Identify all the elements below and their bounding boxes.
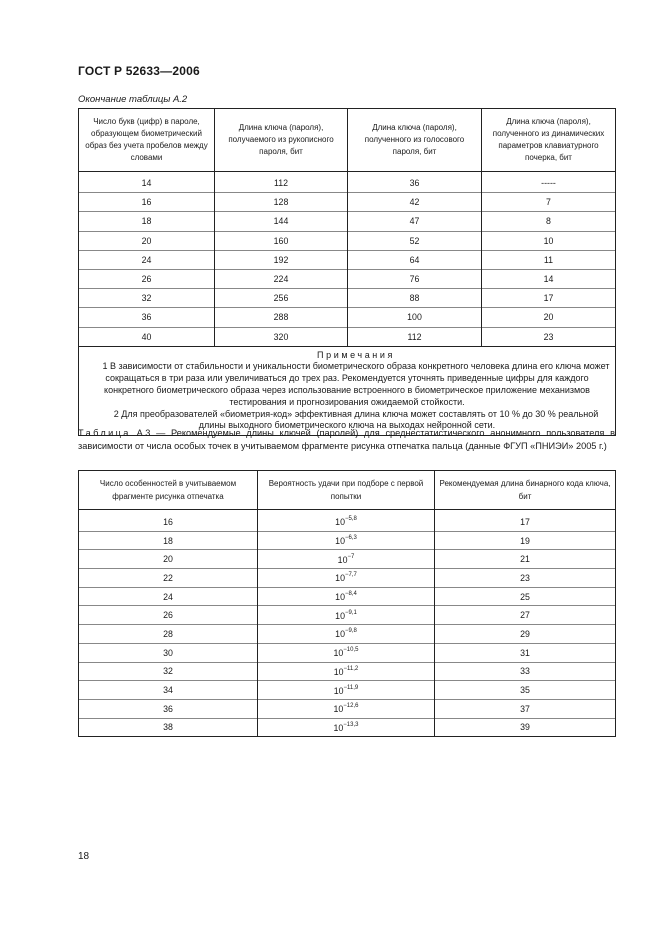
table-cell: 25 (435, 587, 616, 606)
table-cell: 36 (348, 172, 482, 193)
table-cell: 36 (79, 699, 258, 718)
probability-exponent: −10,5 (343, 647, 359, 654)
table-cell: 320 (215, 327, 348, 346)
probability-base: 10 (333, 648, 344, 659)
table-row (79, 289, 616, 308)
table-a2-col-header: Длина ключа (пароля), полученного из голосового пароля, бит (348, 109, 482, 172)
table-a3-caption (78, 427, 615, 452)
table-cell: 17 (435, 510, 616, 532)
probability-cell (258, 510, 435, 532)
probability-cell (258, 718, 435, 737)
table-row (79, 718, 616, 737)
table-cell: 14 (482, 269, 616, 288)
table-cell: 23 (482, 327, 616, 346)
probability-cell (258, 587, 435, 606)
notes-title: Примечания (317, 349, 395, 360)
probability-base: 10 (333, 666, 344, 677)
table-cell: 16 (79, 510, 258, 532)
table-cell: 19 (435, 531, 616, 550)
document-header: ГОСТ Р 52633—2006 (78, 64, 200, 78)
table-cell: 24 (79, 250, 215, 269)
table-a2-caption: Окончание таблицы А.2 (78, 94, 188, 105)
table-cell: 100 (348, 308, 482, 327)
table-row (79, 327, 616, 346)
table-cell: 23 (435, 569, 616, 588)
probability-exponent: −5,8 (344, 516, 357, 523)
probability-base: 10 (333, 704, 344, 715)
table-a2-col-header: Число букв (цифр) в пароле, образующем биометрический образ без учета пробелов между словами (79, 109, 215, 172)
table-a3-label: Таблица (78, 428, 131, 438)
table-cell: 20 (79, 550, 258, 569)
probability-base: 10 (333, 685, 344, 696)
probability-base: 10 (335, 517, 345, 528)
probability-exponent: −7 (347, 553, 355, 560)
table-cell: 27 (435, 606, 616, 625)
table-cell: 24 (79, 587, 258, 606)
table-cell: 8 (482, 212, 616, 231)
table-cell: 14 (79, 172, 215, 193)
table-cell: 20 (79, 231, 215, 250)
probability-exponent: −13,3 (343, 721, 359, 728)
probability-cell (258, 531, 435, 550)
table-cell: 64 (348, 250, 482, 269)
table-a3-col-header: Вероятность удачи при подборе с первой попытки (258, 471, 435, 510)
table-cell: 40 (79, 327, 215, 346)
table-cell: 33 (435, 662, 616, 681)
probability-cell (258, 699, 435, 718)
probability-cell (258, 643, 435, 662)
table-cell: 21 (435, 550, 616, 569)
table-cell: 32 (79, 289, 215, 308)
table-cell: 36 (79, 308, 215, 327)
probability-base: 10 (335, 629, 345, 640)
table-a3-caption-text: А.3 — Рекомендуемые длины ключей (паролей) для среднестатистического анонимного пользователя в зависимости от числа особых точек в учитываемом фрагменте рисунка отпечатка пальца (данные ФГУП «ПНИЭИ» 2005 г.) (78, 428, 615, 451)
table-a3-col-header: Рекомендуемая длина бинарного кода ключа, бит (435, 471, 616, 510)
table-cell: 112 (348, 327, 482, 346)
table-cell: 76 (348, 269, 482, 288)
table-cell: 256 (215, 289, 348, 308)
table-cell: 34 (79, 681, 258, 700)
table-cell: 224 (215, 269, 348, 288)
table-row (79, 606, 616, 625)
table-cell: 160 (215, 231, 348, 250)
table-row (79, 681, 616, 700)
probability-base: 10 (335, 592, 345, 603)
table-cell: 42 (348, 193, 482, 212)
probability-exponent: −6,3 (344, 535, 357, 542)
table-cell: 11 (482, 250, 616, 269)
table-cell: 18 (79, 531, 258, 550)
probability-cell (258, 662, 435, 681)
probability-exponent: −9,1 (344, 609, 357, 616)
table-cell: 52 (348, 231, 482, 250)
table-row (79, 193, 616, 212)
table-cell: 128 (215, 193, 348, 212)
table-row (79, 587, 616, 606)
table-a2-header-row (79, 109, 616, 172)
table-row (79, 250, 616, 269)
table-row (79, 569, 616, 588)
table-a3-body (79, 510, 616, 737)
table-cell: 26 (79, 269, 215, 288)
table-cell: 28 (79, 625, 258, 644)
probability-exponent: −9,8 (344, 628, 357, 635)
table-a3-col-header: Число особенностей в учитываемом фрагменте рисунка отпечатка (79, 471, 258, 510)
table-cell: 32 (79, 662, 258, 681)
table-cell: 31 (435, 643, 616, 662)
probability-exponent: −11,2 (343, 665, 359, 672)
probability-cell (258, 625, 435, 644)
table-row (79, 510, 616, 532)
table-a2-body (79, 172, 616, 347)
table-cell: 38 (79, 718, 258, 737)
table-cell: 10 (482, 231, 616, 250)
table-cell: 192 (215, 250, 348, 269)
table-a2-col-header: Длина ключа (пароля), получаемого из рукописного пароля, бит (215, 109, 348, 172)
probability-exponent: −12,6 (343, 703, 359, 710)
note-2: 2 Для преобразователей «биометрия-код» эффективная длина ключа может составлять от 10 % до 30 % реальной длины выходного биометрического ключа на выходах нейронной сети. (113, 408, 599, 431)
probability-exponent: −7,7 (344, 572, 357, 579)
probability-cell (258, 606, 435, 625)
table-row (79, 172, 616, 193)
table-row (79, 643, 616, 662)
table-cell: 16 (79, 193, 215, 212)
table-cell: 29 (435, 625, 616, 644)
table-cell: 112 (215, 172, 348, 193)
table-cell: 18 (79, 212, 215, 231)
table-cell: 144 (215, 212, 348, 231)
probability-cell (258, 569, 435, 588)
table-a2-col-header: Длина ключа (пароля), полученного из динамических параметров клавиатурного почерка, бит (482, 109, 616, 172)
table-a3-header-row (79, 471, 616, 510)
table-row (79, 699, 616, 718)
table-row (79, 231, 616, 250)
table-row (79, 662, 616, 681)
table-cell: ----- (482, 172, 616, 193)
probability-exponent: −8,4 (344, 591, 357, 598)
table-a2-notes (79, 346, 616, 436)
table-row (79, 308, 616, 327)
probability-base: 10 (335, 573, 345, 584)
table-cell: 47 (348, 212, 482, 231)
table-cell: 26 (79, 606, 258, 625)
probability-base: 10 (337, 554, 348, 565)
table-cell: 39 (435, 718, 616, 737)
table-cell: 17 (482, 289, 616, 308)
table-cell: 22 (79, 569, 258, 588)
table-row (79, 531, 616, 550)
table-cell: 7 (482, 193, 616, 212)
probability-base: 10 (335, 536, 345, 547)
table-cell: 20 (482, 308, 616, 327)
probability-cell (258, 681, 435, 700)
probability-cell (258, 550, 435, 569)
page-number: 18 (78, 851, 90, 862)
probability-base: 10 (335, 610, 345, 621)
table-cell: 288 (215, 308, 348, 327)
note-1: 1 В зависимости от стабильности и уникальности биометрического образа конкретного человека длина его ключа может сокращаться в три раза или увеличиваться до трех раз. Рекомендуется уточнять приведенные цифры для каждого конкретного биометрического образа через использование встроенного в биометрическое приложение механизмов тестирования и прогнозирования ожидаемой стойкости. (102, 361, 610, 407)
table-row (79, 269, 616, 288)
table-a2 (78, 108, 616, 436)
table-cell: 37 (435, 699, 616, 718)
table-row (79, 625, 616, 644)
table-a3 (78, 470, 616, 737)
table-row (79, 550, 616, 569)
table-cell: 30 (79, 643, 258, 662)
table-row (79, 212, 616, 231)
table-cell: 35 (435, 681, 616, 700)
table-cell: 88 (348, 289, 482, 308)
probability-base: 10 (333, 722, 344, 733)
probability-exponent: −11,9 (343, 684, 359, 691)
